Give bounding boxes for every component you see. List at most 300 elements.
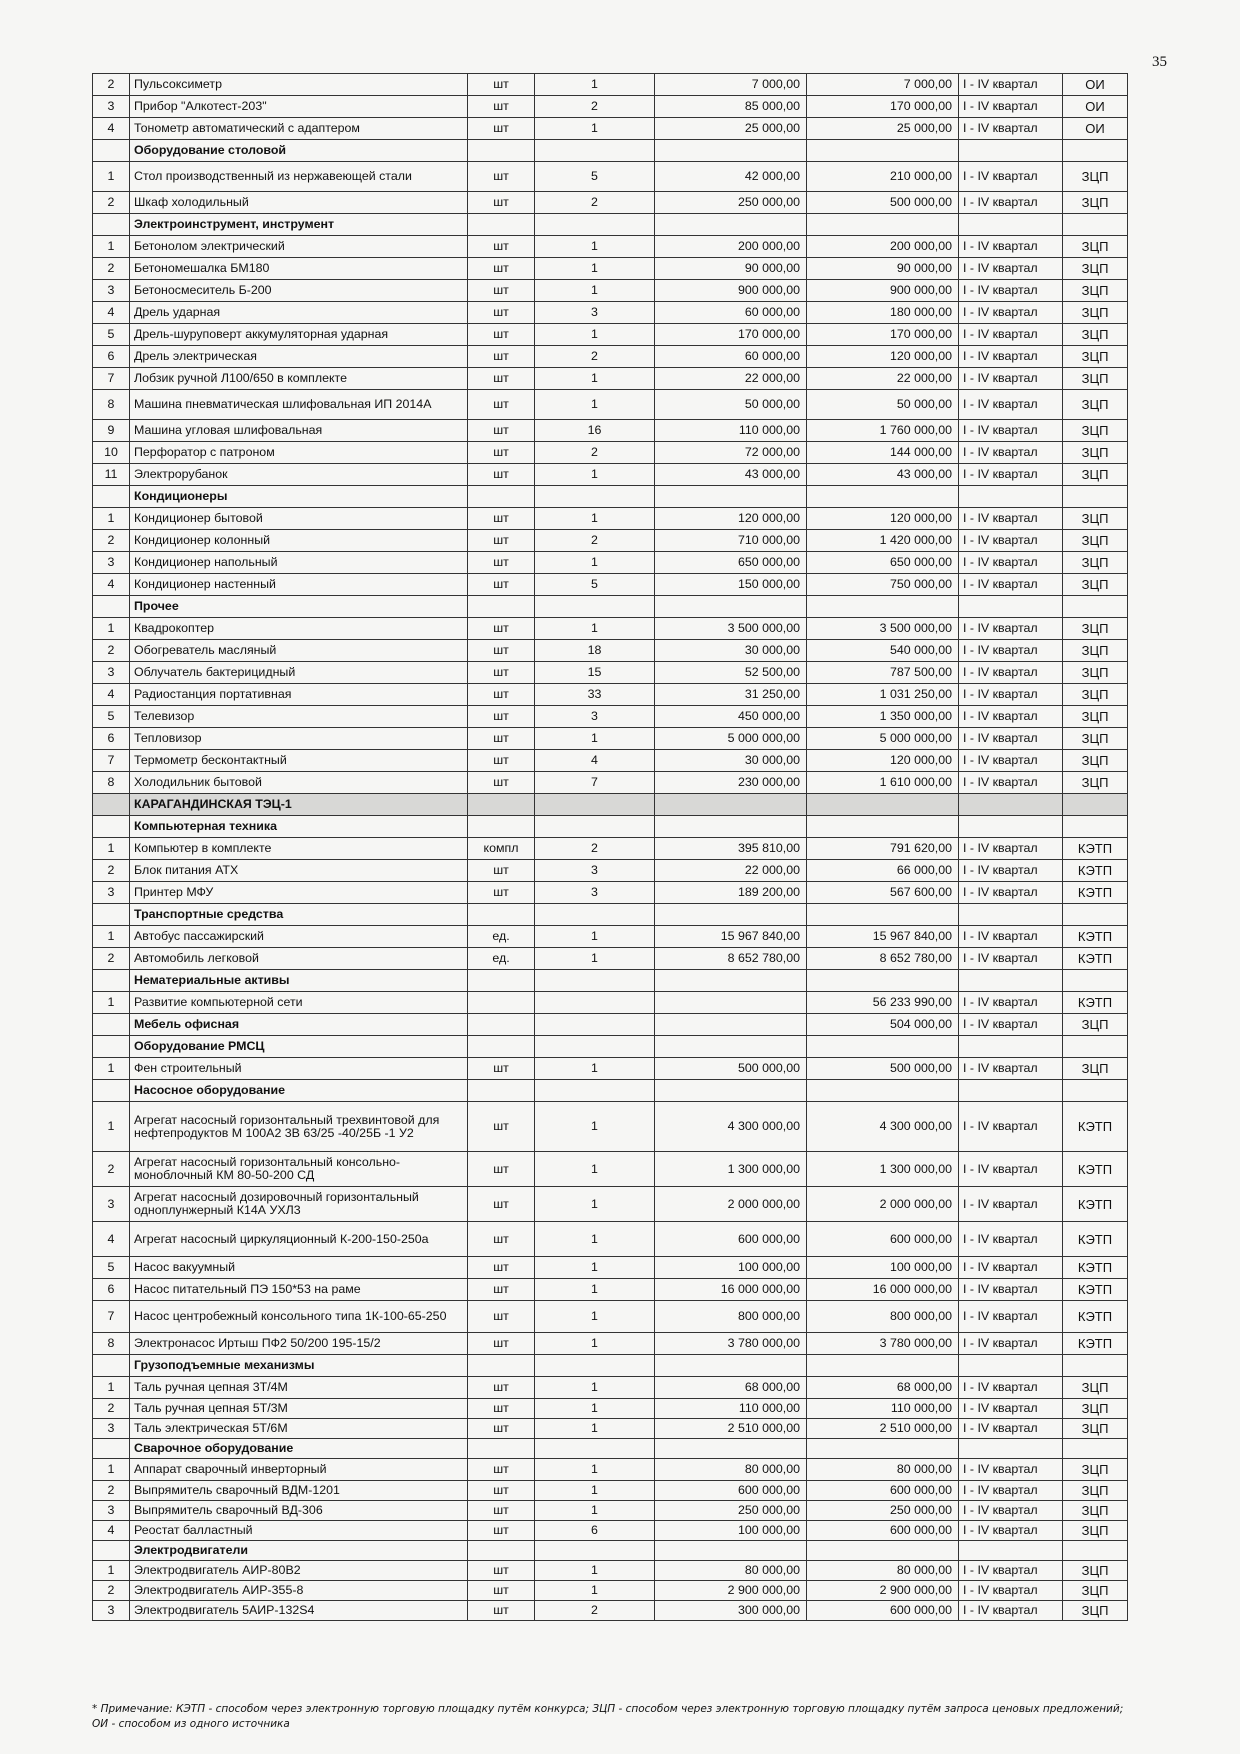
total-sum-cell: 250 000,00 xyxy=(807,1501,959,1521)
item-name: Сварочное оборудование xyxy=(130,1439,468,1459)
total-sum-cell: 7 000,00 xyxy=(807,74,959,96)
unit-cell xyxy=(468,1541,535,1561)
procurement-method-cell xyxy=(1063,1080,1128,1102)
table-row xyxy=(93,236,1128,258)
quantity-cell xyxy=(535,970,655,992)
procurement-method-cell xyxy=(1063,1541,1128,1561)
procurement-method-cell: КЭТП xyxy=(1063,1152,1128,1187)
total-sum-cell xyxy=(807,596,959,618)
period-cell: I - IV квартал xyxy=(959,684,1063,706)
item-name: Перфоратор с патроном xyxy=(130,442,468,464)
unit-price-cell xyxy=(655,970,807,992)
period-cell: I - IV квартал xyxy=(959,530,1063,552)
unit-cell xyxy=(468,904,535,926)
procurement-method-cell: КЭТП xyxy=(1063,1279,1128,1301)
period-cell: I - IV квартал xyxy=(959,162,1063,192)
unit-price-cell xyxy=(655,816,807,838)
quantity-cell: 1 xyxy=(535,552,655,574)
procurement-method-cell xyxy=(1063,1355,1128,1377)
table-row xyxy=(93,1501,1128,1521)
total-sum-cell: 800 000,00 xyxy=(807,1301,959,1333)
unit-price-cell: 68 000,00 xyxy=(655,1377,807,1399)
unit-cell: шт xyxy=(468,684,535,706)
row-number xyxy=(93,1541,130,1561)
quantity-cell: 33 xyxy=(535,684,655,706)
row-number xyxy=(93,1014,130,1036)
quantity-cell xyxy=(535,816,655,838)
total-sum-cell: 66 000,00 xyxy=(807,860,959,882)
period-cell xyxy=(959,140,1063,162)
row-number: 5 xyxy=(93,706,130,728)
row-number: 7 xyxy=(93,368,130,390)
period-cell xyxy=(959,486,1063,508)
procurement-method-cell: ЗЦП xyxy=(1063,390,1128,420)
unit-price-cell: 800 000,00 xyxy=(655,1301,807,1333)
total-sum-cell: 144 000,00 xyxy=(807,442,959,464)
period-cell: I - IV квартал xyxy=(959,1301,1063,1333)
total-sum-cell xyxy=(807,970,959,992)
item-name: Насос вакуумный xyxy=(130,1257,468,1279)
quantity-cell xyxy=(535,904,655,926)
quantity-cell: 1 xyxy=(535,948,655,970)
row-number xyxy=(93,1439,130,1459)
total-sum-cell: 200 000,00 xyxy=(807,236,959,258)
table-row xyxy=(93,926,1128,948)
row-number xyxy=(93,1036,130,1058)
unit-price-cell: 650 000,00 xyxy=(655,552,807,574)
period-cell: I - IV квартал xyxy=(959,1419,1063,1439)
quantity-cell xyxy=(535,1355,655,1377)
unit-price-cell: 7 000,00 xyxy=(655,74,807,96)
unit-cell xyxy=(468,1014,535,1036)
total-sum-cell: 68 000,00 xyxy=(807,1377,959,1399)
row-number: 2 xyxy=(93,948,130,970)
unit-cell: шт xyxy=(468,162,535,192)
quantity-cell: 2 xyxy=(535,530,655,552)
quantity-cell: 1 xyxy=(535,390,655,420)
table-row xyxy=(93,860,1128,882)
period-cell: I - IV квартал xyxy=(959,1279,1063,1301)
row-number: 3 xyxy=(93,280,130,302)
unit-price-cell: 31 250,00 xyxy=(655,684,807,706)
row-number: 1 xyxy=(93,1058,130,1080)
quantity-cell: 1 xyxy=(535,618,655,640)
total-sum-cell: 1 031 250,00 xyxy=(807,684,959,706)
item-name: Облучатель бактерицидный xyxy=(130,662,468,684)
table-row xyxy=(93,838,1128,860)
quantity-cell: 1 xyxy=(535,1187,655,1222)
unit-price-cell: 43 000,00 xyxy=(655,464,807,486)
period-cell: I - IV квартал xyxy=(959,1257,1063,1279)
section-header-row xyxy=(93,596,1128,618)
unit-price-cell: 500 000,00 xyxy=(655,1058,807,1080)
quantity-cell: 1 xyxy=(535,1058,655,1080)
quantity-cell: 1 xyxy=(535,1102,655,1152)
unit-price-cell: 50 000,00 xyxy=(655,390,807,420)
quantity-cell: 1 xyxy=(535,368,655,390)
total-sum-cell: 180 000,00 xyxy=(807,302,959,324)
period-cell xyxy=(959,1036,1063,1058)
period-cell: I - IV квартал xyxy=(959,324,1063,346)
procurement-method-cell: ЗЦП xyxy=(1063,1581,1128,1601)
unit-cell xyxy=(468,970,535,992)
table-row xyxy=(93,324,1128,346)
unit-price-cell: 3 500 000,00 xyxy=(655,618,807,640)
unit-cell: шт xyxy=(468,280,535,302)
total-sum-cell: 90 000,00 xyxy=(807,258,959,280)
period-cell: I - IV квартал xyxy=(959,926,1063,948)
period-cell: I - IV квартал xyxy=(959,728,1063,750)
item-name: КАРАГАНДИНСКАЯ ТЭЦ-1 xyxy=(130,794,468,816)
unit-price-cell: 100 000,00 xyxy=(655,1521,807,1541)
period-cell: I - IV квартал xyxy=(959,992,1063,1014)
unit-cell xyxy=(468,816,535,838)
unit-price-cell: 250 000,00 xyxy=(655,1501,807,1521)
unit-price-cell: 42 000,00 xyxy=(655,162,807,192)
table-row xyxy=(93,118,1128,140)
quantity-cell: 2 xyxy=(535,1601,655,1621)
procurement-method-cell: ЗЦП xyxy=(1063,618,1128,640)
unit-cell: шт xyxy=(468,74,535,96)
table-row xyxy=(93,1187,1128,1222)
quantity-cell: 3 xyxy=(535,706,655,728)
row-number: 1 xyxy=(93,508,130,530)
quantity-cell: 1 xyxy=(535,1257,655,1279)
period-cell: I - IV квартал xyxy=(959,508,1063,530)
unit-price-cell: 30 000,00 xyxy=(655,640,807,662)
quantity-cell: 1 xyxy=(535,1377,655,1399)
quantity-cell: 1 xyxy=(535,118,655,140)
total-sum-cell: 110 000,00 xyxy=(807,1399,959,1419)
period-cell: I - IV квартал xyxy=(959,1459,1063,1481)
unit-cell: шт xyxy=(468,530,535,552)
unit-price-cell: 5 000 000,00 xyxy=(655,728,807,750)
total-sum-cell: 120 000,00 xyxy=(807,346,959,368)
item-name: Насос центробежный консольного типа 1К-100-65-250 xyxy=(130,1301,468,1333)
period-cell: I - IV квартал xyxy=(959,368,1063,390)
total-sum-cell: 600 000,00 xyxy=(807,1481,959,1501)
procurement-method-cell: ЗЦП xyxy=(1063,1459,1128,1481)
procurement-method-cell: ОИ xyxy=(1063,74,1128,96)
unit-price-cell xyxy=(655,214,807,236)
unit-price-cell: 3 780 000,00 xyxy=(655,1333,807,1355)
unit-cell: шт xyxy=(468,1561,535,1581)
period-cell: I - IV квартал xyxy=(959,1581,1063,1601)
procurement-method-cell: ЗЦП xyxy=(1063,552,1128,574)
total-sum-cell: 80 000,00 xyxy=(807,1459,959,1481)
quantity-cell xyxy=(535,992,655,1014)
table-row xyxy=(93,750,1128,772)
procurement-method-cell: ЗЦП xyxy=(1063,1399,1128,1419)
item-name: Принтер МФУ xyxy=(130,882,468,904)
table-row xyxy=(93,1377,1128,1399)
item-name: Кондиционер колонный xyxy=(130,530,468,552)
row-number: 1 xyxy=(93,926,130,948)
quantity-cell: 1 xyxy=(535,728,655,750)
total-sum-cell xyxy=(807,1036,959,1058)
quantity-cell: 1 xyxy=(535,1481,655,1501)
unit-price-cell: 60 000,00 xyxy=(655,302,807,324)
total-sum-cell xyxy=(807,140,959,162)
table-row xyxy=(93,1333,1128,1355)
item-name: Бетонолом электрический xyxy=(130,236,468,258)
unit-price-cell: 60 000,00 xyxy=(655,346,807,368)
unit-price-cell: 710 000,00 xyxy=(655,530,807,552)
total-sum-cell xyxy=(807,816,959,838)
period-cell: I - IV квартал xyxy=(959,192,1063,214)
unit-cell: шт xyxy=(468,1501,535,1521)
unit-cell: шт xyxy=(468,882,535,904)
row-number xyxy=(93,970,130,992)
section-header-row xyxy=(93,1439,1128,1459)
quantity-cell: 2 xyxy=(535,442,655,464)
quantity-cell: 5 xyxy=(535,162,655,192)
table-row xyxy=(93,390,1128,420)
procurement-method-cell: ЗЦП xyxy=(1063,1501,1128,1521)
unit-cell: шт xyxy=(468,1279,535,1301)
unit-cell: шт xyxy=(468,96,535,118)
row-number xyxy=(93,214,130,236)
total-sum-cell: 56 233 990,00 xyxy=(807,992,959,1014)
unit-cell xyxy=(468,486,535,508)
item-name: Электродвигатели xyxy=(130,1541,468,1561)
period-cell: I - IV квартал xyxy=(959,1058,1063,1080)
unit-cell: шт xyxy=(468,1581,535,1601)
row-number: 8 xyxy=(93,390,130,420)
table-row xyxy=(93,368,1128,390)
procurement-method-cell: ЗЦП xyxy=(1063,442,1128,464)
procurement-method-cell xyxy=(1063,970,1128,992)
total-sum-cell: 170 000,00 xyxy=(807,324,959,346)
unit-cell: шт xyxy=(468,1333,535,1355)
period-cell: I - IV квартал xyxy=(959,1333,1063,1355)
item-name: Таль электрическая 5Т/6М xyxy=(130,1419,468,1439)
row-number: 2 xyxy=(93,258,130,280)
procurement-method-cell: ЗЦП xyxy=(1063,574,1128,596)
table-row xyxy=(93,280,1128,302)
row-number: 2 xyxy=(93,640,130,662)
period-cell: I - IV квартал xyxy=(959,1501,1063,1521)
row-number: 10 xyxy=(93,442,130,464)
quantity-cell xyxy=(535,486,655,508)
period-cell: I - IV квартал xyxy=(959,1014,1063,1036)
total-sum-cell: 15 967 840,00 xyxy=(807,926,959,948)
item-name: Кондиционер напольный xyxy=(130,552,468,574)
row-number: 3 xyxy=(93,882,130,904)
unit-price-cell: 80 000,00 xyxy=(655,1459,807,1481)
item-name: Дрель-шуруповерт аккумуляторная ударная xyxy=(130,324,468,346)
unit-cell xyxy=(468,1355,535,1377)
item-name: Прибор "Алкотест-203" xyxy=(130,96,468,118)
row-number: 1 xyxy=(93,1102,130,1152)
unit-cell: шт xyxy=(468,508,535,530)
procurement-method-cell: ОИ xyxy=(1063,118,1128,140)
page-number: 35 xyxy=(1152,54,1167,70)
row-number: 3 xyxy=(93,1419,130,1439)
unit-cell xyxy=(468,1036,535,1058)
procurement-method-cell: ЗЦП xyxy=(1063,706,1128,728)
total-sum-cell: 1 350 000,00 xyxy=(807,706,959,728)
period-cell: I - IV квартал xyxy=(959,420,1063,442)
item-name: Автобус пассажирский xyxy=(130,926,468,948)
unit-price-cell xyxy=(655,992,807,1014)
total-sum-cell xyxy=(807,794,959,816)
total-sum-cell: 500 000,00 xyxy=(807,192,959,214)
row-number: 3 xyxy=(93,1601,130,1621)
period-cell: I - IV квартал xyxy=(959,838,1063,860)
unit-price-cell xyxy=(655,140,807,162)
item-name: Агрегат насосный горизонтальный консольно-моноблочный КМ 80-50-200 СД xyxy=(130,1152,468,1187)
procurement-method-cell: ЗЦП xyxy=(1063,684,1128,706)
period-cell: I - IV квартал xyxy=(959,750,1063,772)
table-row xyxy=(93,1561,1128,1581)
row-number: 6 xyxy=(93,1279,130,1301)
quantity-cell: 1 xyxy=(535,1399,655,1419)
unit-price-cell: 2 000 000,00 xyxy=(655,1187,807,1222)
row-number: 2 xyxy=(93,860,130,882)
section-header-row xyxy=(93,214,1128,236)
table-row xyxy=(93,640,1128,662)
unit-cell: шт xyxy=(468,258,535,280)
section-header-row xyxy=(93,486,1128,508)
table-row xyxy=(93,1301,1128,1333)
item-name: Бетоносмеситель Б-200 xyxy=(130,280,468,302)
quantity-cell: 7 xyxy=(535,772,655,794)
table-row xyxy=(93,1279,1128,1301)
item-name: Квадрокоптер xyxy=(130,618,468,640)
procurement-method-cell: ЗЦП xyxy=(1063,420,1128,442)
period-cell: I - IV квартал xyxy=(959,772,1063,794)
table-row xyxy=(93,1419,1128,1439)
unit-cell: шт xyxy=(468,1377,535,1399)
item-name: Обогреватель масляный xyxy=(130,640,468,662)
row-number: 1 xyxy=(93,838,130,860)
table-row xyxy=(93,728,1128,750)
row-number xyxy=(93,596,130,618)
procurement-method-cell: ЗЦП xyxy=(1063,192,1128,214)
period-cell: I - IV квартал xyxy=(959,346,1063,368)
procurement-method-cell: ЗЦП xyxy=(1063,1561,1128,1581)
procurement-method-cell xyxy=(1063,214,1128,236)
unit-cell: шт xyxy=(468,442,535,464)
procurement-method-cell: ЗЦП xyxy=(1063,368,1128,390)
section-header-row xyxy=(93,1541,1128,1561)
quantity-cell: 3 xyxy=(535,860,655,882)
procurement-method-cell: КЭТП xyxy=(1063,1301,1128,1333)
period-cell: I - IV квартал xyxy=(959,860,1063,882)
unit-price-cell: 85 000,00 xyxy=(655,96,807,118)
quantity-cell: 6 xyxy=(535,1521,655,1541)
row-number: 9 xyxy=(93,420,130,442)
period-cell: I - IV квартал xyxy=(959,1102,1063,1152)
quantity-cell: 1 xyxy=(535,1222,655,1257)
total-sum-cell xyxy=(807,1439,959,1459)
unit-price-cell: 150 000,00 xyxy=(655,574,807,596)
row-number: 4 xyxy=(93,118,130,140)
unit-price-cell: 250 000,00 xyxy=(655,192,807,214)
unit-cell: шт xyxy=(468,1301,535,1333)
table-row xyxy=(93,74,1128,96)
total-sum-cell: 43 000,00 xyxy=(807,464,959,486)
unit-price-cell xyxy=(655,1080,807,1102)
item-name: Мебель офисная xyxy=(130,1014,468,1036)
item-name: Аппарат сварочный инверторный xyxy=(130,1459,468,1481)
unit-cell: шт xyxy=(468,302,535,324)
unit-price-cell: 25 000,00 xyxy=(655,118,807,140)
unit-cell: шт xyxy=(468,728,535,750)
total-sum-cell: 567 600,00 xyxy=(807,882,959,904)
total-sum-cell xyxy=(807,1541,959,1561)
row-number: 3 xyxy=(93,96,130,118)
section-header-row xyxy=(93,970,1128,992)
total-sum-cell: 22 000,00 xyxy=(807,368,959,390)
unit-cell: шт xyxy=(468,618,535,640)
row-number: 6 xyxy=(93,728,130,750)
period-cell: I - IV квартал xyxy=(959,258,1063,280)
unit-price-cell: 22 000,00 xyxy=(655,860,807,882)
row-number: 2 xyxy=(93,1152,130,1187)
procurement-method-cell: КЭТП xyxy=(1063,860,1128,882)
period-cell: I - IV квартал xyxy=(959,1521,1063,1541)
period-cell: I - IV квартал xyxy=(959,280,1063,302)
unit-cell: шт xyxy=(468,1419,535,1439)
unit-price-cell: 2 510 000,00 xyxy=(655,1419,807,1439)
quantity-cell: 16 xyxy=(535,420,655,442)
procurement-method-cell: ЗЦП xyxy=(1063,508,1128,530)
row-number: 5 xyxy=(93,1257,130,1279)
item-name: Агрегат насосный горизонтальный трехвинтовой для нефтепродуктов М 100А2 3В 63/25 -40/25Б -1 У2 xyxy=(130,1102,468,1152)
unit-cell xyxy=(468,1439,535,1459)
row-number: 1 xyxy=(93,992,130,1014)
procurement-method-cell: ЗЦП xyxy=(1063,1058,1128,1080)
item-name: Лобзик ручной Л100/650 в комплекте xyxy=(130,368,468,390)
item-name: Выпрямитель сварочный ВД-306 xyxy=(130,1501,468,1521)
row-number xyxy=(93,904,130,926)
row-number: 1 xyxy=(93,162,130,192)
total-sum-cell: 3 780 000,00 xyxy=(807,1333,959,1355)
item-name: Насосное оборудование xyxy=(130,1080,468,1102)
total-sum-cell: 50 000,00 xyxy=(807,390,959,420)
total-sum-cell: 1 420 000,00 xyxy=(807,530,959,552)
item-name: Дрель ударная xyxy=(130,302,468,324)
procurement-method-cell: КЭТП xyxy=(1063,838,1128,860)
table-row xyxy=(93,258,1128,280)
unit-cell: шт xyxy=(468,574,535,596)
total-sum-cell: 120 000,00 xyxy=(807,750,959,772)
procurement-method-cell: ЗЦП xyxy=(1063,1014,1128,1036)
unit-price-cell: 230 000,00 xyxy=(655,772,807,794)
item-name: Тонометр автоматический с адаптером xyxy=(130,118,468,140)
period-cell: I - IV квартал xyxy=(959,706,1063,728)
item-name: Грузоподъемные механизмы xyxy=(130,1355,468,1377)
item-name: Компьютер в комплекте xyxy=(130,838,468,860)
quantity-cell: 1 xyxy=(535,1301,655,1333)
unit-price-cell xyxy=(655,596,807,618)
unit-cell: шт xyxy=(468,1222,535,1257)
table-row xyxy=(93,618,1128,640)
unit-price-cell: 200 000,00 xyxy=(655,236,807,258)
table-row xyxy=(93,1014,1128,1036)
row-number: 8 xyxy=(93,1333,130,1355)
table-row xyxy=(93,1222,1128,1257)
procurement-method-cell: ЗЦП xyxy=(1063,1377,1128,1399)
table-row xyxy=(93,684,1128,706)
unit-price-cell: 8 652 780,00 xyxy=(655,948,807,970)
unit-cell: шт xyxy=(468,750,535,772)
total-sum-cell: 1 760 000,00 xyxy=(807,420,959,442)
total-sum-cell: 120 000,00 xyxy=(807,508,959,530)
quantity-cell: 1 xyxy=(535,1501,655,1521)
